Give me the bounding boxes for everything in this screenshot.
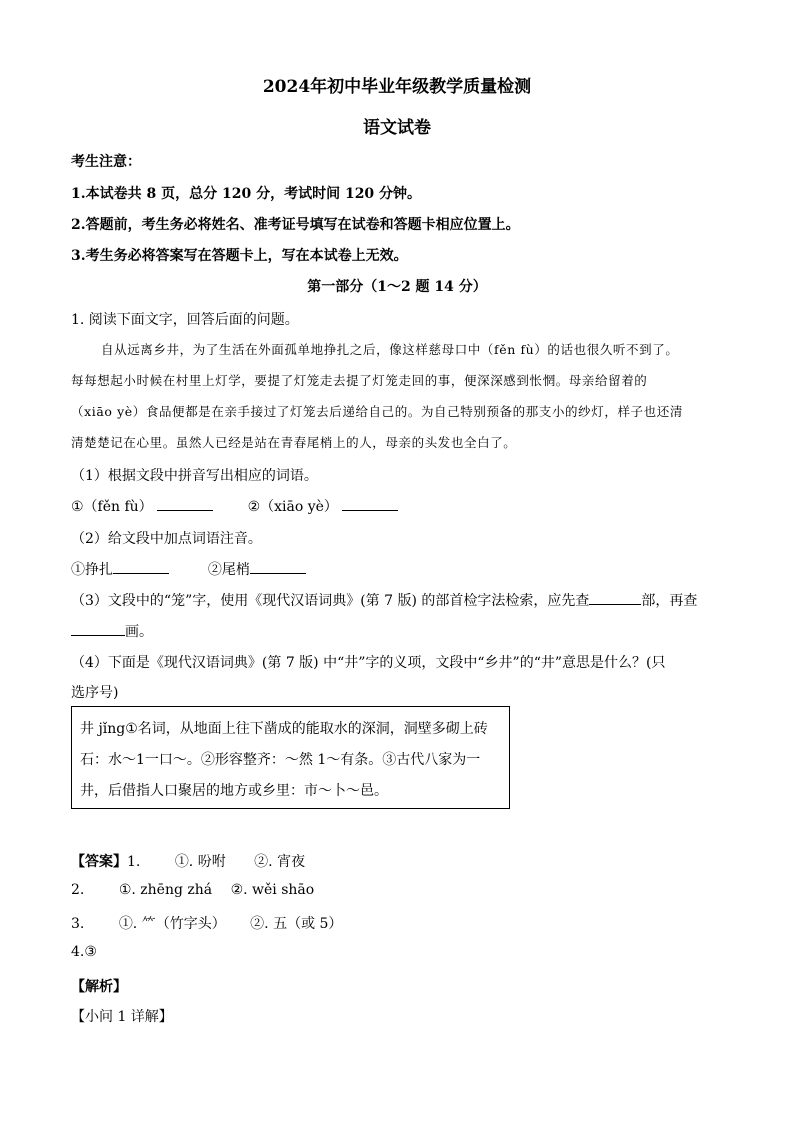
answer-row-3 [71, 913, 342, 933]
sub-question-3-line-1 [71, 590, 697, 610]
answer-blank[interactable] [342, 498, 398, 511]
answer-item-a: ③ [84, 944, 97, 960]
answer-row-4 [71, 944, 97, 960]
analysis-sub-tag: 【小问 1 详解】 [71, 1009, 173, 1025]
answer-item-a: ①. zhēng zhá [118, 882, 213, 898]
page-title: 2024年初中毕业年级教学质量检测 [262, 77, 532, 97]
answer-blank[interactable] [250, 561, 306, 574]
answer-row-1 [71, 851, 305, 871]
sub-question-1-answers [71, 496, 398, 516]
section-title: 第一部分（1～2 题 14 分） [307, 279, 487, 295]
sub2-item-a: ①挣扎 [71, 562, 113, 578]
answer-item-b: ②. wěi shāo [230, 882, 315, 898]
answer-num: 2. [71, 882, 85, 898]
sub3-text-post: 部，再查 [641, 593, 698, 609]
question-1-prompt: 1. 阅读下面文字，回答后面的问题。 [71, 312, 299, 328]
passage-line-2: 每每想起小时候在村里上灯学，要提了灯笼走去提了灯笼走回的事，便深深感到怅惘。母亲给留着的 [71, 373, 648, 388]
passage-line-1: 自从远离乡井，为了生活在外面孤单地挣扎之后，像这样慈母口中（fěn fù）的话也很久听不到了。 [101, 342, 679, 357]
answer-tag: 【答案】 [71, 854, 127, 870]
answer-row-2 [71, 882, 314, 898]
answer-item-b: ②. 五（或 5） [250, 916, 343, 932]
answer-item-a: ①. ⺮（竹字头） [118, 916, 226, 932]
sub-question-3-line-2 [71, 621, 153, 641]
passage-line-4: 清楚楚记在心里。虽然人已经是站在青春尾梢上的人，母亲的头发也全白了。 [71, 435, 517, 450]
passage-line-3: （xiāo yè）食品便都是在亲手接过了灯笼去后递给自己的。为自己特别预备的那支小的纱灯，样子也还清 [71, 404, 683, 419]
dictionary-entry-box [71, 706, 510, 809]
answer-item-a: ①. 吩咐 [174, 854, 226, 870]
sub1-item-a: ①（fěn fù） [71, 499, 153, 515]
sub1-item-b: ②（xiāo yè） [247, 499, 338, 515]
answer-blank[interactable] [589, 592, 641, 605]
answer-num: 1. [127, 854, 141, 870]
answer-blank[interactable] [113, 561, 169, 574]
dictionary-line-2: 石：水～1一口～。②形容整齐：～然 1～有条。③古代八家为一 [80, 752, 481, 768]
sub-question-1-prompt: （1）根据文段中拼音写出相应的词语。 [71, 468, 318, 484]
answer-num: 3. [71, 916, 85, 932]
answer-num: 4. [71, 944, 85, 960]
notice-item-3: 3.考生务必将答案写在答题卡上，写在本试卷上无效。 [71, 248, 408, 264]
sub3-text-pre: （3）文段中的“笼”字，使用《现代汉语词典》(第 7 版) 的部首检字法检索，应先查 [71, 593, 590, 609]
sub-question-2-answers [71, 559, 306, 579]
sub3-text-line2: 画。 [125, 624, 153, 640]
sub-question-2-prompt: （2）给文段中加点词语注音。 [71, 531, 262, 547]
notice-item-1: 1.本试卷共 8 页，总分 120 分，考试时间 120 分钟。 [71, 186, 422, 202]
dictionary-line-1: 井 jǐng①名词，从地面上往下凿成的能取水的深洞，洞壁多砌上砖 [80, 721, 488, 737]
answer-blank[interactable] [157, 498, 213, 511]
page-subtitle: 语文试卷 [363, 118, 431, 138]
answer-blank[interactable] [71, 623, 125, 636]
notice-item-2: 2.答题前，考生务必将姓名、准考证号填写在试卷和答题卡相应位置上。 [71, 217, 520, 233]
sub2-item-b: ②尾梢 [207, 562, 250, 578]
dictionary-line-3: 井，后借指人口聚居的地方或乡里：市～卜～邑。 [80, 783, 388, 799]
analysis-tag: 【解析】 [71, 979, 127, 995]
sub-question-4-line-2: 选序号) [71, 685, 119, 701]
answer-item-b: ②. 宵夜 [254, 854, 306, 870]
sub-question-4-line-1: （4）下面是《现代汉语词典》(第 7 版) 中“井”字的义项，文段中“乡井”的“井”意思是什么？(只 [71, 655, 666, 671]
notice-heading: 考生注意： [71, 154, 141, 170]
